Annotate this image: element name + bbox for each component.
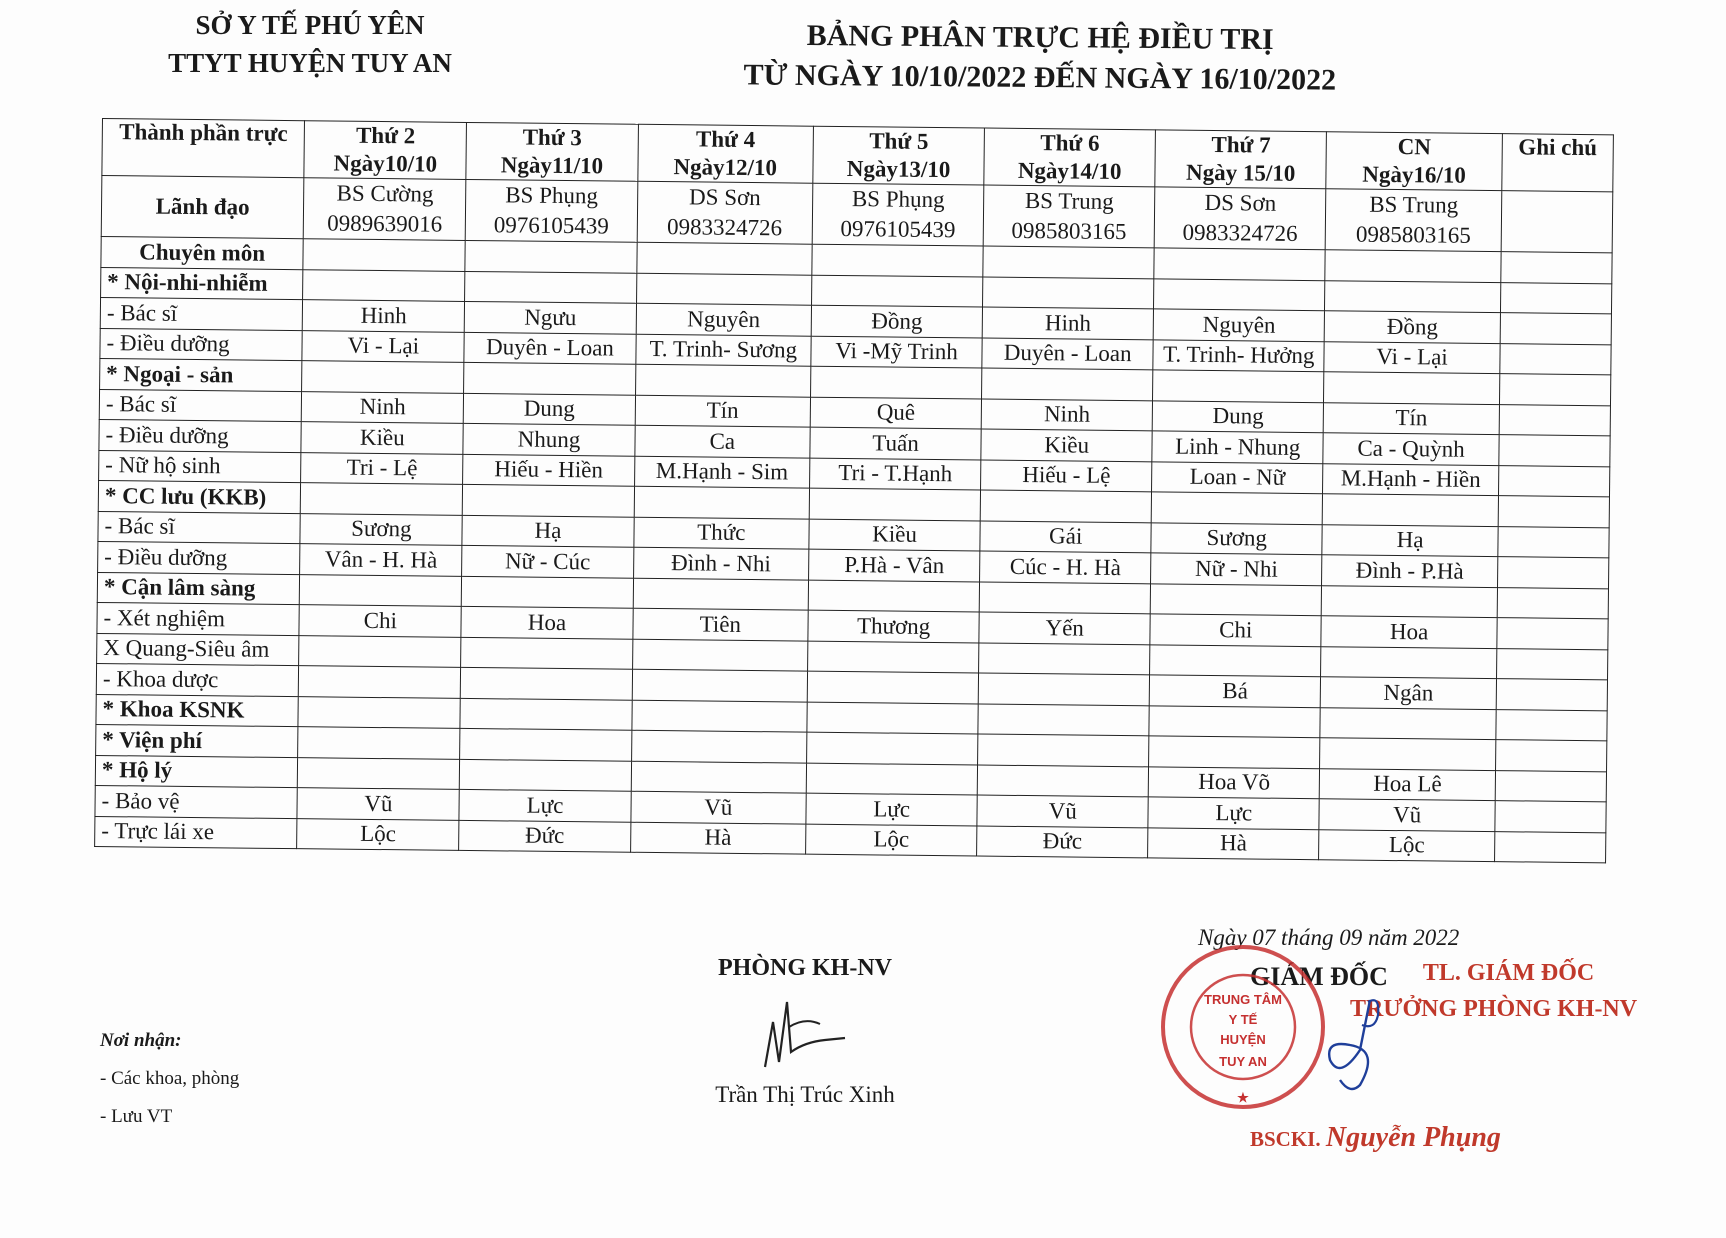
recipient-item: - Các khoa, phòng	[100, 1068, 240, 1089]
duty-cell	[807, 671, 978, 703]
duty-cell: Đức	[977, 826, 1148, 858]
duty-cell: Chi	[299, 605, 462, 637]
leader-cell	[1154, 187, 1326, 250]
recipients-block	[100, 1022, 239, 1136]
duty-cell	[811, 366, 982, 398]
row-label: - Nữ hộ sinh	[99, 450, 302, 483]
note-cell	[1495, 770, 1606, 802]
note-cell	[1496, 709, 1607, 741]
duty-cell	[303, 239, 466, 271]
org-line-2: TTYT HUYỆN TUY AN	[168, 48, 452, 78]
duty-cell: Vi - Lại	[302, 330, 465, 362]
duty-cell: Ninh	[981, 399, 1152, 431]
duty-cell	[464, 362, 635, 394]
recipient-item: - Lưu VT	[100, 1106, 173, 1127]
duty-cell: Hiếu - Lệ	[981, 460, 1152, 492]
duty-cell: Hạ	[462, 515, 633, 547]
note-cell	[1497, 587, 1608, 619]
stamp-line: HUYỆN	[1220, 1032, 1266, 1047]
day-header	[1155, 130, 1327, 189]
row-label: - Bác sĩ	[100, 297, 303, 330]
row-label: * Nội-nhi-nhiễm	[101, 267, 304, 300]
duty-cell: Thức	[633, 517, 809, 549]
department-signer: Trần Thị Trúc Xinh	[715, 1082, 895, 1107]
duty-cell	[463, 484, 634, 516]
duty-cell: Nữ - Cúc	[462, 545, 633, 577]
duty-cell	[807, 732, 978, 764]
duty-cell: Hinh	[302, 300, 465, 332]
duty-cell	[808, 580, 979, 612]
duty-cell	[1149, 736, 1320, 768]
duty-cell	[631, 761, 807, 793]
duty-cell	[302, 361, 465, 393]
duty-cell	[298, 666, 461, 698]
duty-cell: Bá	[1149, 675, 1320, 707]
duty-cell: Vân - H. Hà	[300, 544, 463, 576]
leader-name: BS Phụng	[505, 182, 599, 209]
duty-cell: Loan - Nữ	[1152, 461, 1323, 493]
department-name: PHÒNG KH-NV	[718, 955, 892, 981]
note-cell	[1501, 191, 1613, 253]
duty-cell: Thương	[808, 610, 979, 642]
duty-cell: Vũ	[630, 791, 806, 823]
day-date: Ngày 15/10	[1185, 159, 1296, 186]
duty-cell: Yến	[979, 612, 1150, 644]
duty-cell	[812, 275, 983, 307]
duty-cell: Vũ	[1319, 799, 1495, 831]
duty-cell	[460, 759, 631, 791]
duty-cell	[1320, 738, 1496, 770]
duty-cell	[979, 582, 1150, 614]
leader-phone: 0976105439	[840, 215, 956, 243]
day-date: Ngày12/10	[673, 154, 778, 181]
duty-cell: Tiên	[632, 608, 808, 640]
duty-cell	[461, 667, 632, 699]
delegated-line-1: TL. GIÁM ĐỐC	[1422, 960, 1595, 986]
duty-cell: Ca - Quỳnh	[1323, 433, 1499, 465]
duty-cell: Hoa	[461, 606, 632, 638]
duty-cell: Tri - T.Hạnh	[810, 458, 981, 490]
note-cell	[1494, 831, 1605, 863]
leader-phone: 0983324726	[1182, 219, 1298, 246]
duty-cell: Duyên - Loan	[464, 332, 635, 364]
day-name: Thứ 3	[522, 124, 582, 151]
duty-cell: Lộc	[806, 824, 977, 856]
row-label: - Điều dưỡng	[98, 541, 301, 574]
day-header	[1326, 132, 1502, 191]
duty-cell: Sương	[300, 513, 463, 545]
duty-cell	[297, 757, 460, 789]
duty-cell: M.Hạnh - Sim	[634, 456, 810, 488]
note-cell	[1495, 740, 1606, 772]
director-name-text: Nguyễn Phụng	[1325, 1122, 1501, 1153]
duty-cell	[1151, 492, 1322, 524]
duty-cell: T. Trinh- Sương	[635, 334, 811, 366]
duty-cell	[303, 269, 466, 301]
day-date: Ngày11/10	[500, 152, 604, 179]
leader-phone: 0983324726	[666, 214, 783, 241]
duty-cell: Sương	[1151, 522, 1322, 554]
duty-cell	[636, 273, 812, 305]
note-cell	[1499, 404, 1610, 436]
duty-cell: Vũ	[977, 795, 1148, 827]
row-label: - Điều dưỡng	[99, 419, 302, 452]
day-name: Thứ 2	[355, 122, 416, 149]
department-signature	[640, 955, 970, 1108]
org-line-1: SỞ Y TẾ PHÚ YÊN	[195, 10, 425, 40]
organization-header	[130, 6, 490, 82]
duty-cell	[1321, 585, 1497, 617]
duty-cell	[1150, 583, 1321, 615]
duty-cell: Hoa Lê	[1320, 768, 1496, 800]
duty-cell	[298, 727, 461, 759]
note-cell	[1500, 343, 1611, 375]
duty-cell: Hà	[1148, 827, 1319, 859]
row-label: * Khoa KSNK	[96, 694, 299, 727]
duty-cell	[299, 574, 462, 606]
duty-cell: Ngân	[1321, 677, 1497, 709]
duty-cell	[982, 368, 1153, 400]
note-cell	[1499, 435, 1610, 467]
leader-cell	[466, 179, 638, 242]
row-label: - Khoa dược	[96, 663, 299, 696]
leader-cell	[637, 181, 813, 244]
duty-cell: Tín	[1323, 402, 1499, 434]
duty-cell: Lực	[806, 793, 977, 825]
duty-cell: Đồng	[1324, 311, 1500, 343]
day-date: Ngày10/10	[333, 150, 438, 177]
row-label: - Trực lái xe	[95, 816, 298, 849]
day-header	[637, 124, 813, 183]
note-cell	[1496, 679, 1607, 711]
duty-cell	[632, 639, 808, 671]
duty-cell	[300, 483, 463, 515]
duty-cell	[631, 700, 807, 732]
duty-cell: Vi -Mỹ Trinh	[811, 336, 982, 368]
row-label: * Viện phí	[96, 724, 299, 757]
row-label: - Bác sĩ	[99, 389, 302, 422]
duty-cell	[460, 698, 631, 730]
duty-cell: Gái	[980, 521, 1151, 553]
duty-cell	[1324, 372, 1500, 404]
duty-cell	[461, 637, 632, 669]
leader-name: BS Trung	[1024, 187, 1114, 214]
duty-cell: Hinh	[982, 307, 1153, 339]
director-name	[1250, 1122, 1501, 1154]
duty-cell: Tri - Lệ	[301, 452, 464, 484]
note-cell	[1497, 618, 1608, 650]
leader-phone: 0989639016	[327, 210, 443, 237]
note-cell	[1498, 526, 1609, 558]
duty-cell	[632, 669, 808, 701]
leader-phone: 0985803165	[1011, 217, 1127, 245]
duty-cell	[1321, 646, 1497, 678]
leader-name: BS Cường	[336, 180, 434, 207]
leader-phone: 0985803165	[1355, 221, 1472, 248]
duty-cell	[1154, 248, 1325, 280]
roster-sheet	[94, 118, 1614, 863]
duty-cell	[977, 765, 1148, 797]
duty-cell	[978, 673, 1149, 705]
duty-cell: Vũ	[297, 788, 460, 820]
duty-cell: Ngưu	[465, 301, 636, 333]
duty-cell	[1322, 494, 1498, 526]
leader-name: DS Sơn	[688, 184, 761, 211]
duty-cell: Ninh	[301, 391, 464, 423]
duty-cell: Quê	[810, 397, 981, 429]
duty-cell	[635, 364, 811, 396]
duty-cell	[462, 576, 633, 608]
row-label: - Bác sĩ	[98, 511, 301, 544]
duty-cell	[636, 242, 812, 274]
duty-cell	[631, 730, 807, 762]
duty-cell: Tuấn	[810, 427, 981, 459]
note-cell	[1497, 557, 1608, 589]
leader-cell	[303, 178, 466, 241]
row-label: * Cận lâm sàng	[97, 572, 300, 605]
row-label: - Điều dưỡng	[100, 328, 303, 361]
director-signature	[1300, 990, 1430, 1100]
duty-cell	[979, 643, 1150, 675]
row-label: - Bảo vệ	[95, 785, 298, 818]
recipients-title: Nơi nhận:	[100, 1030, 182, 1051]
leader-cell	[983, 185, 1155, 248]
row-label: * Hộ lý	[95, 755, 298, 788]
duty-cell	[1325, 280, 1501, 312]
duty-cell	[980, 490, 1151, 522]
note-cell	[1500, 282, 1611, 314]
note-cell	[1495, 801, 1606, 833]
duty-cell: Dung	[1152, 400, 1323, 432]
duty-cell: Hoa Võ	[1148, 766, 1319, 798]
row-label: Chuyên môn	[101, 236, 304, 269]
duty-cell: Nhung	[463, 423, 634, 455]
duty-cell	[1150, 644, 1321, 676]
day-date: Ngày14/10	[1017, 157, 1122, 185]
duty-cell	[812, 244, 983, 276]
duty-cell: Lộc	[1319, 829, 1495, 861]
duty-cell	[806, 763, 977, 795]
title-line-1: BẢNG PHÂN TRỰC HỆ ĐIỀU TRỊ	[806, 18, 1274, 57]
duty-cell: Đình - Nhi	[633, 547, 809, 579]
duty-cell: Lực	[1148, 797, 1319, 829]
title-line-2: TỪ NGÀY 10/10/2022 ĐẾN NGÀY 16/10/2022	[743, 58, 1337, 97]
duty-cell: Chi	[1150, 614, 1321, 646]
duty-cell	[460, 728, 631, 760]
svg-text:★: ★	[1237, 1090, 1249, 1105]
sign-date: Ngày 07 tháng 09 năm 2022	[1198, 925, 1460, 950]
duty-cell	[809, 488, 980, 520]
day-name: Thứ 5	[869, 128, 929, 154]
roster-table	[94, 118, 1614, 863]
duty-cell: T. Trinh- Hưởng	[1153, 339, 1324, 371]
duty-cell	[465, 271, 636, 303]
leader-name: BS Phụng	[851, 186, 945, 213]
row-label: - Xét nghiệm	[97, 602, 300, 635]
duty-cell	[1325, 250, 1501, 282]
duty-cell: Kiều	[301, 422, 464, 454]
note-cell	[1500, 313, 1611, 345]
note-cell	[1496, 648, 1607, 680]
leader-cell	[1325, 189, 1501, 252]
duty-cell: Hạ	[1322, 524, 1498, 556]
day-date: Ngày13/10	[846, 156, 951, 183]
duty-cell: Nữ - Nhi	[1151, 553, 1322, 585]
duty-cell	[633, 578, 809, 610]
duty-cell: Lộc	[297, 818, 460, 850]
duty-cell: Hiếu - Hiền	[463, 454, 634, 486]
document-title	[700, 15, 1381, 101]
duty-cell	[983, 246, 1154, 278]
leader-phone: 0976105439	[493, 212, 609, 239]
duty-cell	[983, 277, 1154, 309]
duty-cell	[978, 734, 1149, 766]
duty-cell: Hà	[630, 822, 806, 854]
duty-cell	[807, 702, 978, 734]
duty-cell: Lực	[459, 789, 630, 821]
day-name: Thứ 7	[1211, 132, 1271, 158]
duty-cell: Nguyên	[1153, 309, 1324, 341]
duty-cell	[465, 240, 636, 272]
day-date: Ngày16/10	[1362, 161, 1466, 188]
duty-cell: Đình - P.Hà	[1322, 555, 1498, 587]
leader-name: BS Trung	[1369, 191, 1459, 218]
note-cell	[1498, 465, 1609, 497]
duty-cell	[978, 704, 1149, 736]
duty-cell	[808, 641, 979, 673]
day-header	[466, 122, 638, 181]
row-label: * Ngoại - sản	[100, 358, 303, 391]
row-label: X Quang-Siêu âm	[97, 633, 300, 666]
day-name: Thứ 4	[695, 126, 756, 153]
duty-cell: Ca	[634, 425, 810, 457]
duty-cell	[634, 486, 810, 518]
handwritten-signature	[640, 982, 970, 1082]
duty-cell	[299, 635, 462, 667]
stamp-line: TRUNG TÂM	[1204, 992, 1282, 1007]
duty-cell: Hoa	[1321, 616, 1497, 648]
director-name-prefix: BSCKI.	[1250, 1127, 1321, 1151]
row-label: Lãnh đạo	[101, 176, 304, 239]
note-cell	[1499, 374, 1610, 406]
duty-cell: Cúc - H. Hà	[980, 551, 1151, 583]
duty-cell: Vi - Lại	[1324, 341, 1500, 373]
duty-cell: M.Hạnh - Hiền	[1323, 463, 1499, 495]
duty-cell: Tín	[635, 395, 811, 427]
stamp-line: Y TẾ	[1228, 1012, 1258, 1027]
duty-cell: Dung	[464, 393, 635, 425]
day-header	[984, 128, 1156, 187]
day-header	[304, 121, 467, 180]
duty-cell	[1149, 705, 1320, 737]
delegated-line-2: TRƯỞNG PHÒNG KH-NV	[1350, 996, 1638, 1022]
day-header	[813, 126, 985, 185]
day-name: Thứ 6	[1040, 130, 1100, 156]
leader-name: DS Sơn	[1204, 189, 1277, 216]
duty-cell: Linh - Nhung	[1152, 431, 1323, 463]
duty-cell: Duyên - Loan	[982, 338, 1153, 370]
duty-cell	[1154, 278, 1325, 310]
day-name: CN	[1397, 134, 1432, 160]
duty-cell	[1153, 370, 1324, 402]
note-cell	[1498, 496, 1609, 528]
note-cell	[1501, 252, 1612, 284]
duty-cell: Đồng	[811, 305, 982, 337]
leader-cell	[812, 183, 984, 246]
duty-cell: Nguyên	[636, 303, 812, 335]
stamp-line: TUY AN	[1219, 1054, 1267, 1069]
duty-cell: Kiều	[809, 519, 980, 551]
row-label: * CC lưu (KKB)	[98, 480, 301, 513]
duty-cell	[1320, 707, 1496, 739]
director-title: GIÁM ĐỐC	[1250, 962, 1388, 991]
duty-cell: Kiều	[981, 429, 1152, 461]
duty-cell	[298, 696, 461, 728]
duty-cell: P.Hà - Vân	[809, 549, 980, 581]
duty-cell: Đức	[459, 820, 630, 852]
note-header: Ghi chú	[1502, 134, 1614, 192]
corner-header: Thành phần trực	[102, 119, 305, 178]
